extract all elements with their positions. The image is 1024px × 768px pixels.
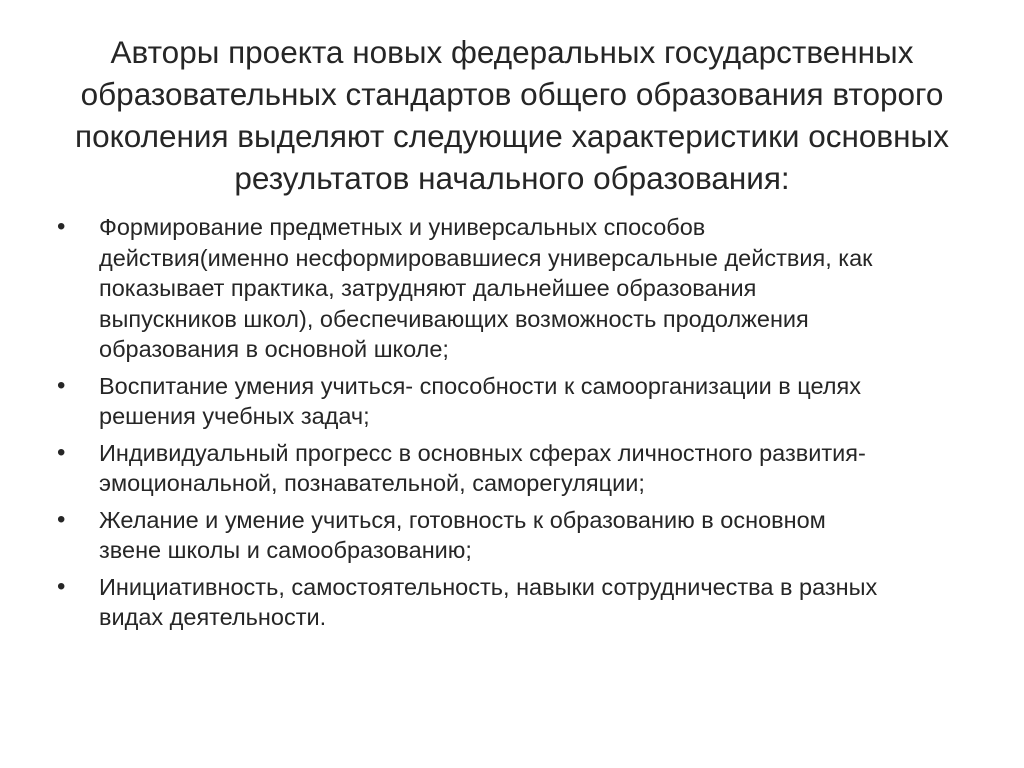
bullet-line: действия(именно несформировавшиеся универсальные действия, как [99, 244, 873, 271]
bullet-item [57, 371, 977, 432]
bullet-item [57, 438, 977, 499]
bullet-text [99, 505, 977, 566]
bullet-text [99, 212, 977, 365]
bullet-line: Желание и умение учиться, готовность к образованию в основном [99, 506, 826, 533]
bullet-marker: • [57, 572, 66, 600]
bullet-line: Воспитание умения учиться- способности к самоорганизации в целях [99, 372, 861, 399]
bullet-line: показывает практика, затрудняют дальнейшее образования [99, 275, 757, 301]
bullet-item [57, 212, 977, 365]
bullet-line: Индивидуальный прогресс в основных сферах личностного развития- [99, 439, 866, 466]
bullet-line: Инициативность, самостоятельность, навыки сотрудничества в разных [99, 573, 878, 600]
bullet-marker: • [57, 505, 66, 533]
bullet-text [99, 371, 977, 432]
bullet-line: выпускников школ), обеспечивающих возможность продолжения [99, 305, 809, 332]
bullet-marker: • [57, 213, 66, 240]
slide-title [60, 31, 964, 199]
bullet-item [57, 572, 977, 633]
bullet-list [57, 212, 977, 639]
bullet-line: образования в основной школе; [99, 336, 449, 362]
bullet-marker: • [57, 371, 66, 399]
bullet-marker: • [57, 438, 66, 466]
bullet-line: эмоциональной, познавательной, саморегуляции; [99, 470, 645, 496]
title-line: Авторы проекта новых федеральных государственных [110, 34, 914, 70]
title-line: поколения выделяют следующие характеристики основных [75, 118, 949, 154]
bullet-text [99, 438, 977, 499]
bullet-text [99, 572, 977, 633]
bullet-line: решения учебных задач; [99, 403, 370, 429]
bullet-item [57, 505, 977, 566]
bullet-line: видах деятельности. [99, 604, 327, 630]
title-line: результатов начального образования: [234, 160, 790, 196]
title-line: образовательных стандартов общего образования второго [80, 76, 944, 112]
bullet-line: звене школы и самообразованию; [99, 537, 472, 563]
bullet-line: Формирование предметных и универсальных способов [99, 214, 706, 240]
